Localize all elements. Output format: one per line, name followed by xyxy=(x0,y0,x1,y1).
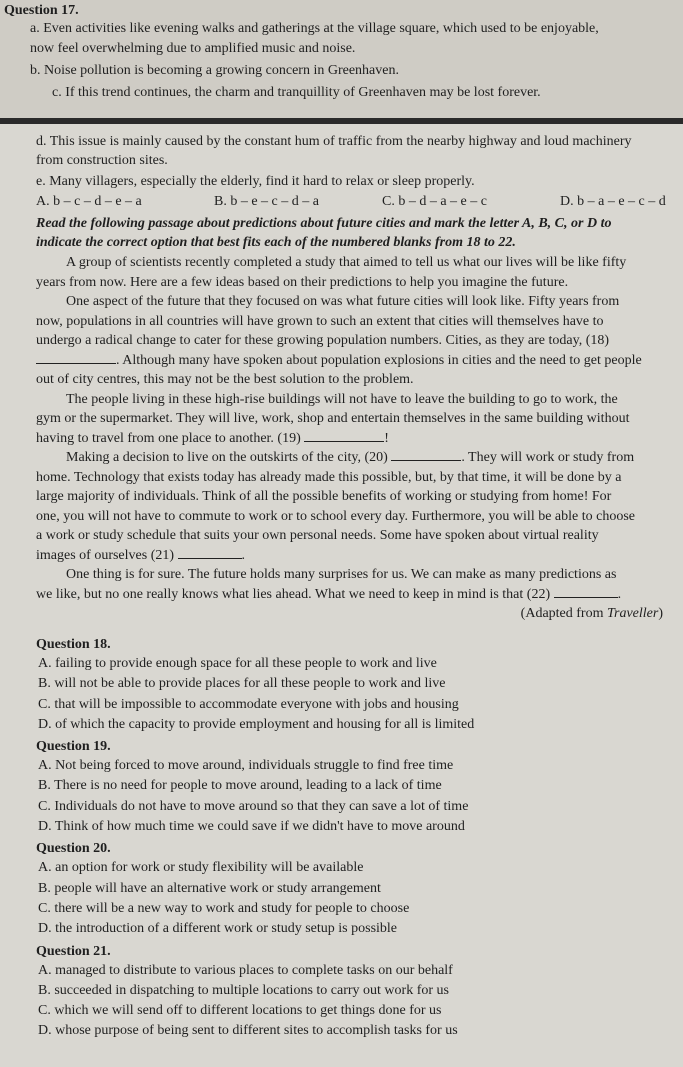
q17-option-d[interactable]: D. b – a – e – c – d xyxy=(560,194,666,209)
source-suffix: ) xyxy=(658,606,663,621)
q21-option-c[interactable]: C. which we will send off to different locations to get things done for us xyxy=(38,1003,442,1019)
instruction-line-1: Read the following passage about predictions about future cities and mark the letter A, B, C, or D to xyxy=(36,216,612,231)
passage-p2-line5: out of city centres, this may not be the best solution to the problem. xyxy=(36,372,414,387)
passage-p2-line3: undergo a radical change to cater for these growing population numbers. Cities, as they are today, (18) xyxy=(36,333,610,348)
question17-top-section xyxy=(0,0,683,118)
q18-option-a[interactable]: A. failing to provide enough space for all these people to work and live xyxy=(38,656,437,671)
question18-title: Question 18. xyxy=(36,637,111,652)
passage-p4-line1 xyxy=(36,448,671,468)
q17-option-b[interactable]: B. b – e – c – d – a xyxy=(214,194,319,209)
passage-p3-line3-text: having to travel from one place to another. (19) xyxy=(36,430,301,446)
q20-option-c[interactable]: C. there will be a new way to work and study for people to choose xyxy=(38,900,410,916)
question19-title: Question 19. xyxy=(36,739,111,755)
blank-18[interactable] xyxy=(36,351,116,364)
passage-p1-line2: years from now. Here are a few ideas based on their predictions to help you imagine the future. xyxy=(36,274,569,290)
passage-p5-line2-text: we like, but no one really knows what lies ahead. What we need to keep in mind is that (22) xyxy=(36,586,551,602)
passage-p5-line2 xyxy=(36,585,671,605)
passage-p4-line5: a work or study schedule that suits your own personal needs. Some have spoken about virtual reality xyxy=(36,528,599,543)
question17-options xyxy=(36,192,671,211)
passage-p5-line1: One thing is for sure. The future holds many surprises for us. We can make as many predictions as xyxy=(66,567,617,582)
passage xyxy=(36,253,671,604)
q20-option-d[interactable]: D. the introduction of a different work or study setup is possible xyxy=(38,921,398,937)
passage-p1-line1: A group of scientists recently completed a study that aimed to tell us what our lives will be like fifty xyxy=(66,255,627,270)
q19-option-b[interactable]: B. There is no need for people to move around, leading to a lack of time xyxy=(38,778,442,794)
sentence-d-continued: from construction sites. xyxy=(36,153,168,168)
question21-title: Question 21. xyxy=(36,943,111,959)
passage-p2-line1: One aspect of the future that they focused on was what future cities will look like. Fifty years from xyxy=(66,294,620,309)
passage-p3-line1: The people living in these high-rise buildings will not have to leave the building to go to work, the xyxy=(66,391,618,407)
passage-p4-line2: home. Technology that exists today has already made this possible, but, by that time, it will be done by a xyxy=(36,469,622,485)
q21-option-b[interactable]: B. succeeded in dispatching to multiple locations to carry out work for us xyxy=(38,982,449,998)
q18-option-c[interactable]: C. that will be impossible to accommodate everyone with jobs and housing xyxy=(38,696,459,712)
sentence-e: e. Many villagers, especially the elderly, find it hard to relax or sleep properly. xyxy=(36,174,475,189)
q18-option-b[interactable]: B. will not be able to provide places for all these people to work and live xyxy=(38,676,446,692)
passage-p3-line3 xyxy=(36,429,671,449)
passage-p4-line6 xyxy=(36,546,671,566)
q19-option-c[interactable]: C. Individuals do not have to move around so that they can save a lot of time xyxy=(38,798,469,814)
source-name: Traveller xyxy=(606,606,659,621)
passage-p2-line2: now, populations in all countries will have grown to such an extent that cities will themselves have to xyxy=(36,313,604,329)
blank-19[interactable] xyxy=(304,429,384,442)
question-list xyxy=(36,635,671,1042)
passage-p4-line1-end: . They will work or study from xyxy=(461,450,635,465)
sentence-a-continued: now feel overwhelming due to amplified music and noise. xyxy=(30,41,356,56)
source-prefix: (Adapted from xyxy=(520,606,607,621)
passage-p2-line4 xyxy=(36,351,671,371)
passage-p4-line4: one, you will not have to commute to work or to school every day. Furthermore, you will be able to choose xyxy=(36,508,636,524)
q19-option-d[interactable]: D. Think of how much time we could save if we didn't have to move around xyxy=(38,819,465,835)
blank-22[interactable] xyxy=(554,585,618,598)
question20-title: Question 20. xyxy=(36,841,111,857)
q20-option-a[interactable]: A. an option for work or study flexibility will be available xyxy=(38,860,364,876)
passage-p4-line6-text: images of ourselves (21) xyxy=(36,547,175,563)
question17-title: Question 17. xyxy=(4,3,79,18)
blank-20[interactable] xyxy=(391,448,461,461)
instruction-line-2: indicate the correct option that best fits each of the numbered blanks from 18 to 22. xyxy=(36,235,516,250)
passage-source xyxy=(36,604,671,623)
q18-option-d[interactable]: D. of which the capacity to provide employment and housing for all is limited xyxy=(38,716,475,732)
blank-21[interactable] xyxy=(178,546,242,559)
sentence-b: b. Noise pollution is becoming a growing concern in Greenhaven. xyxy=(30,63,399,78)
q20-option-b[interactable]: B. people will have an alternative work or study arrangement xyxy=(38,880,381,896)
passage-p4-line1-text: Making a decision to live on the outskirts of the city, (20) xyxy=(66,450,388,465)
passage-p2-line4-text: . Although many have spoken about population explosions in cities and the need to get people xyxy=(116,352,642,368)
passage-p3-line2: gym or the supermarket. They will live, work, shop and entertain themselves in the same building without xyxy=(36,411,630,426)
q17-option-a[interactable]: A. b – c – d – e – a xyxy=(36,194,142,209)
q21-option-d[interactable]: D. whose purpose of being sent to different sites to accomplish tasks for us xyxy=(38,1023,458,1039)
q21-option-a[interactable]: A. managed to distribute to various places to complete tasks on our behalf xyxy=(38,962,453,978)
sentence-a: a. Even activities like evening walks and gatherings at the village square, which used to be enjoyable, xyxy=(30,21,599,36)
q19-option-a[interactable]: A. Not being forced to move around, individuals struggle to find free time xyxy=(38,758,454,774)
main-content xyxy=(0,124,683,1042)
passage-p4-line6-end: . xyxy=(241,547,246,563)
passage-p4-line3: large majority of individuals. Think of all the possible benefits of working or studying from home! For xyxy=(36,489,612,504)
passage-p5-line2-end: . xyxy=(617,586,622,602)
passage-p3-line3-end: ! xyxy=(384,430,389,446)
sentence-c: c. If this trend continues, the charm and tranquillity of Greenhaven may be lost forever. xyxy=(52,85,541,100)
sentence-d: d. This issue is mainly caused by the constant hum of traffic from the nearby highway and loud machinery xyxy=(36,134,632,149)
q17-option-c[interactable]: C. b – d – a – e – c xyxy=(382,194,487,209)
